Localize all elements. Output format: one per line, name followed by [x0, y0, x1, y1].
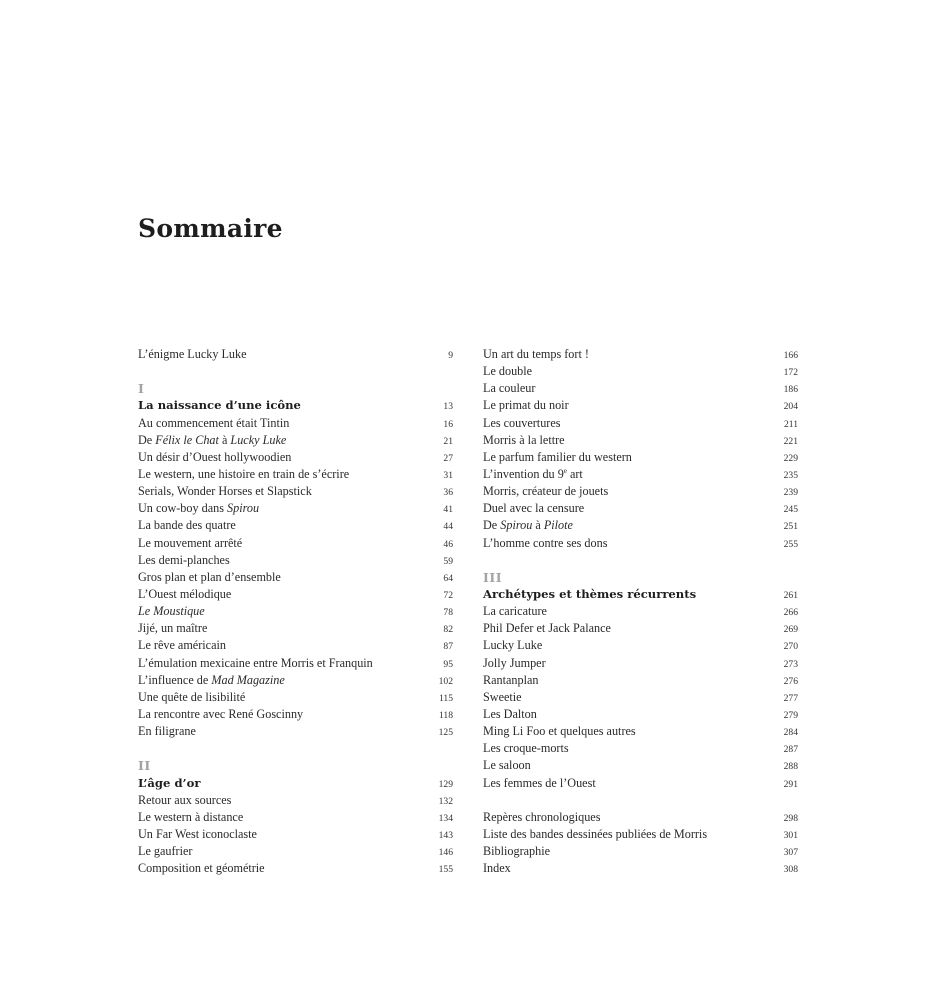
- page-title: Sommaire: [138, 214, 283, 243]
- toc-entry-page: 273: [783, 658, 798, 670]
- toc-entry-label: Jijé, un maître: [138, 621, 208, 636]
- toc-entry: [138, 826, 453, 843]
- toc-entry-page: 239: [783, 487, 798, 499]
- toc-entry: [138, 483, 453, 500]
- toc-entry-label: [138, 432, 286, 449]
- toc-entry-label: [483, 517, 573, 534]
- toc-entry-label: Les demi-planches: [138, 552, 230, 567]
- toc-entry-page: 279: [783, 709, 798, 721]
- toc-entry-label: [138, 500, 259, 517]
- part-heading-page: 261: [783, 589, 798, 601]
- toc-entry-page: 27: [443, 452, 453, 464]
- toc-entry-text: De: [483, 518, 501, 533]
- toc-entry: [138, 535, 453, 552]
- toc-entry-page: 9: [448, 350, 453, 361]
- part-heading-label: La naissance d’une icône: [138, 398, 301, 413]
- toc-entry-label: Repères chronologiques: [483, 809, 601, 824]
- toc-entry-page: 245: [783, 504, 798, 516]
- toc-entry-label: Le western à distance: [138, 809, 244, 824]
- toc-entry-label: Un Far West iconoclaste: [138, 826, 257, 841]
- toc-entry-label: Bibliographie: [483, 844, 551, 859]
- part-numeral: I: [138, 381, 145, 397]
- toc-entry-page: 291: [783, 778, 798, 790]
- toc-entry-page: 166: [783, 350, 798, 361]
- toc-entry: [483, 723, 798, 740]
- toc-entry: [138, 449, 453, 466]
- toc-entry: [483, 620, 798, 637]
- toc-entry: [483, 706, 798, 723]
- toc-entry-label: Composition et géométrie: [138, 861, 265, 876]
- toc-entry-text: De: [138, 432, 156, 447]
- toc-entry-page: 115: [438, 692, 453, 704]
- toc-entry: [138, 432, 453, 449]
- toc-entry-text: L’influence de: [138, 672, 212, 687]
- toc-entry: [483, 655, 798, 672]
- toc-entry: [138, 637, 453, 654]
- toc-entry-label: Les croque-morts: [483, 741, 569, 756]
- toc-entry-label: Sweetie: [483, 689, 522, 704]
- toc-entry-text: L’invention du 9: [483, 466, 564, 481]
- toc-entry: [138, 655, 453, 672]
- toc-entry-title-italic: Spirou: [227, 501, 260, 516]
- toc-entry: [138, 620, 453, 637]
- toc-entry-page: 287: [783, 744, 798, 756]
- spacer: [138, 363, 453, 380]
- toc-entry-page: 72: [443, 589, 453, 601]
- toc-entry-label: Index: [483, 861, 511, 876]
- toc-entry: [483, 843, 798, 860]
- toc-entry: [483, 672, 798, 689]
- toc-entry-page: 298: [783, 812, 798, 824]
- toc-entry-label: Ming Li Foo et quelques autres: [483, 724, 636, 739]
- toc-entry-page: 307: [783, 847, 798, 859]
- toc-entry-text: à: [218, 432, 231, 447]
- toc-entry-label: La couleur: [483, 381, 536, 396]
- toc-entry-page: 59: [443, 555, 453, 567]
- toc-entry-page: 266: [783, 607, 798, 619]
- toc-entry-label: L’homme contre ses dons: [483, 535, 608, 550]
- toc-entry-page: 146: [438, 847, 453, 859]
- toc-entry: [138, 792, 453, 809]
- toc-entry-page: 118: [438, 709, 453, 721]
- part-heading: [138, 397, 453, 414]
- spacer: [483, 792, 798, 809]
- toc-entry-page: 44: [443, 521, 453, 533]
- toc-entry: [483, 757, 798, 774]
- toc-entry-page: 172: [783, 367, 798, 379]
- toc-entry: [138, 517, 453, 534]
- toc-entry-page: 21: [443, 435, 453, 447]
- toc-entry: [483, 689, 798, 706]
- toc-entry-label: L’Ouest mélodique: [138, 586, 232, 601]
- toc-entry-page: 270: [783, 641, 798, 653]
- toc-entry-label: En filigrane: [138, 724, 196, 739]
- toc-entry-page: 269: [783, 624, 798, 636]
- toc-entry-page: 288: [783, 761, 798, 773]
- toc-entry: [138, 843, 453, 860]
- toc-entry: [483, 483, 798, 500]
- toc-entry: [483, 432, 798, 449]
- toc-entry: [138, 860, 453, 877]
- part-heading-page: 13: [443, 401, 453, 413]
- toc-entry: [138, 809, 453, 826]
- toc-entry: [138, 672, 453, 689]
- toc-entry: [138, 586, 453, 603]
- toc-entry-title-italic: Lucky Luke: [230, 432, 287, 447]
- toc-entry: [483, 740, 798, 757]
- toc-entry-label: [138, 672, 285, 689]
- toc-entry: [138, 603, 453, 620]
- toc-entry-page: 251: [783, 521, 798, 533]
- toc-entry-label: Rantanplan: [483, 672, 539, 687]
- toc-entry-page: 155: [438, 864, 453, 876]
- toc-entry: [483, 363, 798, 380]
- toc-entry-page: 277: [783, 692, 798, 704]
- toc-entry: [138, 723, 453, 740]
- toc-entry: [483, 397, 798, 414]
- toc-entry-page: 132: [438, 795, 453, 807]
- toc-entry-label: Lucky Luke: [483, 638, 543, 653]
- toc-entry: [483, 826, 798, 843]
- toc-entry-page: 229: [783, 452, 798, 464]
- toc-entry-label: Duel avec la censure: [483, 501, 585, 516]
- toc-entry: [483, 809, 798, 826]
- toc-entry-title-italic: Le Moustique: [138, 604, 205, 619]
- toc-entry-title-italic: Pilote: [543, 518, 573, 533]
- part-entries: [483, 346, 798, 552]
- toc-entry-label: Le parfum familier du western: [483, 449, 632, 464]
- part-numeral: III: [483, 569, 503, 585]
- toc-entry-label: Liste des bandes dessinées publiées de Morris: [483, 826, 708, 841]
- toc-entry-label: Morris, créateur de jouets: [483, 484, 609, 499]
- part-numeral: II: [138, 758, 151, 774]
- toc-entry: [483, 637, 798, 654]
- toc-entry-superscript: e: [563, 466, 567, 475]
- toc-entry-title-italic: Mad Magazine: [211, 672, 285, 687]
- toc-entry-label: L’énigme Lucky Luke: [138, 347, 247, 361]
- spacer: [138, 740, 453, 757]
- toc-entry: [483, 603, 798, 620]
- toc-entry-page: 211: [783, 418, 798, 430]
- toc-entry-text: art: [566, 466, 583, 481]
- part-heading: [483, 586, 798, 603]
- toc-entry-page: 143: [438, 829, 453, 841]
- toc-entry: [483, 449, 798, 466]
- toc-entry-label: Le saloon: [483, 758, 531, 773]
- toc-entry: [483, 415, 798, 432]
- toc-entry-title-italic: Spirou: [500, 518, 533, 533]
- toc-entry: [138, 346, 453, 363]
- toc-entry-label: Un désir d’Ouest hollywoodien: [138, 449, 292, 464]
- toc-entry: [483, 380, 798, 397]
- toc-entry-page: 31: [443, 469, 453, 481]
- toc-entry-label: Le rêve américain: [138, 638, 226, 653]
- toc-entry-label: Morris à la lettre: [483, 432, 565, 447]
- toc-entry-label: Le primat du noir: [483, 398, 569, 413]
- toc-entry-label: Retour aux sources: [138, 792, 232, 807]
- toc-entry-label: Au commencement était Tintin: [138, 415, 290, 430]
- toc-entry: [138, 466, 453, 483]
- toc-left-column: [138, 346, 453, 877]
- toc-entry-page: 46: [443, 538, 453, 550]
- toc-entry-page: 255: [783, 538, 798, 550]
- part-entries: [483, 603, 798, 792]
- toc-entry: [138, 415, 453, 432]
- toc-entry-page: 16: [443, 418, 453, 430]
- toc-entry-label: Jolly Jumper: [483, 655, 546, 670]
- toc-entry: [138, 569, 453, 586]
- toc-entry: [483, 517, 798, 534]
- toc-entry: [483, 346, 798, 363]
- part-heading-label: L’âge d’or: [138, 775, 201, 790]
- toc-entry-page: 95: [443, 658, 453, 670]
- toc-entry-title-italic: Félix le Chat: [155, 432, 219, 447]
- toc-entry-label: L’émulation mexicaine entre Morris et Franquin: [138, 655, 373, 670]
- spacer: [483, 552, 798, 569]
- toc-entry: [483, 466, 798, 483]
- toc-entry: [138, 689, 453, 706]
- toc-entry-text: Un cow-boy dans: [138, 501, 228, 516]
- toc-entry-label: La bande des quatre: [138, 518, 236, 533]
- toc-entry-label: Une quête de lisibilité: [138, 689, 246, 704]
- part-heading-page: 129: [438, 778, 453, 790]
- toc-entry-page: 276: [783, 675, 798, 687]
- toc-entry-page: 82: [443, 624, 453, 636]
- toc-entry-label: Le mouvement arrêté: [138, 535, 243, 550]
- toc-entry-label: Les couvertures: [483, 415, 561, 430]
- toc-entry-label: Les femmes de l’Ouest: [483, 775, 596, 790]
- toc-entry-page: 284: [783, 727, 798, 739]
- toc-right-column: [483, 346, 798, 877]
- toc-entry: [138, 706, 453, 723]
- part-entries: [138, 792, 453, 878]
- toc-entry: [138, 500, 453, 517]
- toc-entry-text: à: [532, 518, 544, 533]
- toc-entry-page: 221: [783, 435, 798, 447]
- toc-entry-label: Le gaufrier: [138, 844, 193, 859]
- toc-entry-page: 308: [783, 864, 798, 876]
- toc-entry-label: Gros plan et plan d’ensemble: [138, 569, 281, 584]
- toc-entry-label: [483, 466, 583, 483]
- part-heading: [138, 775, 453, 792]
- toc-entry-page: 87: [443, 641, 453, 653]
- part-heading-label: Archétypes et thèmes récurrents: [483, 586, 697, 601]
- toc-entry-label: Phil Defer et Jack Palance: [483, 621, 611, 636]
- toc-entry-label: Un art du temps fort !: [483, 347, 589, 361]
- toc-entry-label: Serials, Wonder Horses et Slapstick: [138, 484, 312, 499]
- toc-entry-page: 41: [443, 504, 453, 516]
- toc-entry: [483, 775, 798, 792]
- toc-entry-page: 78: [443, 607, 453, 619]
- toc-entry: [483, 500, 798, 517]
- toc-entry-label: La caricature: [483, 604, 547, 619]
- toc-entry: [483, 535, 798, 552]
- back-matter-entries: [483, 809, 798, 878]
- toc-entry-page: 36: [443, 487, 453, 499]
- toc-entry-page: 186: [783, 384, 798, 396]
- toc-entry: [483, 860, 798, 877]
- toc-entry-label: Les Dalton: [483, 706, 537, 721]
- toc-entry-page: 134: [438, 812, 453, 824]
- toc-entry-page: 235: [783, 469, 798, 481]
- part-entries: [138, 415, 453, 741]
- toc-entry-page: 102: [438, 675, 453, 687]
- toc-entry-label: Le double: [483, 364, 533, 379]
- toc-entry-page: 204: [783, 401, 798, 413]
- toc-entry-page: 125: [438, 727, 453, 739]
- toc-entry-label: La rencontre avec René Goscinny: [138, 706, 304, 721]
- toc-entry-label: [138, 603, 205, 620]
- toc-entry-page: 301: [783, 829, 798, 841]
- toc-entry-label: Le western, une histoire en train de s’écrire: [138, 466, 350, 481]
- toc-entry: [138, 552, 453, 569]
- toc-entry-page: 64: [443, 572, 453, 584]
